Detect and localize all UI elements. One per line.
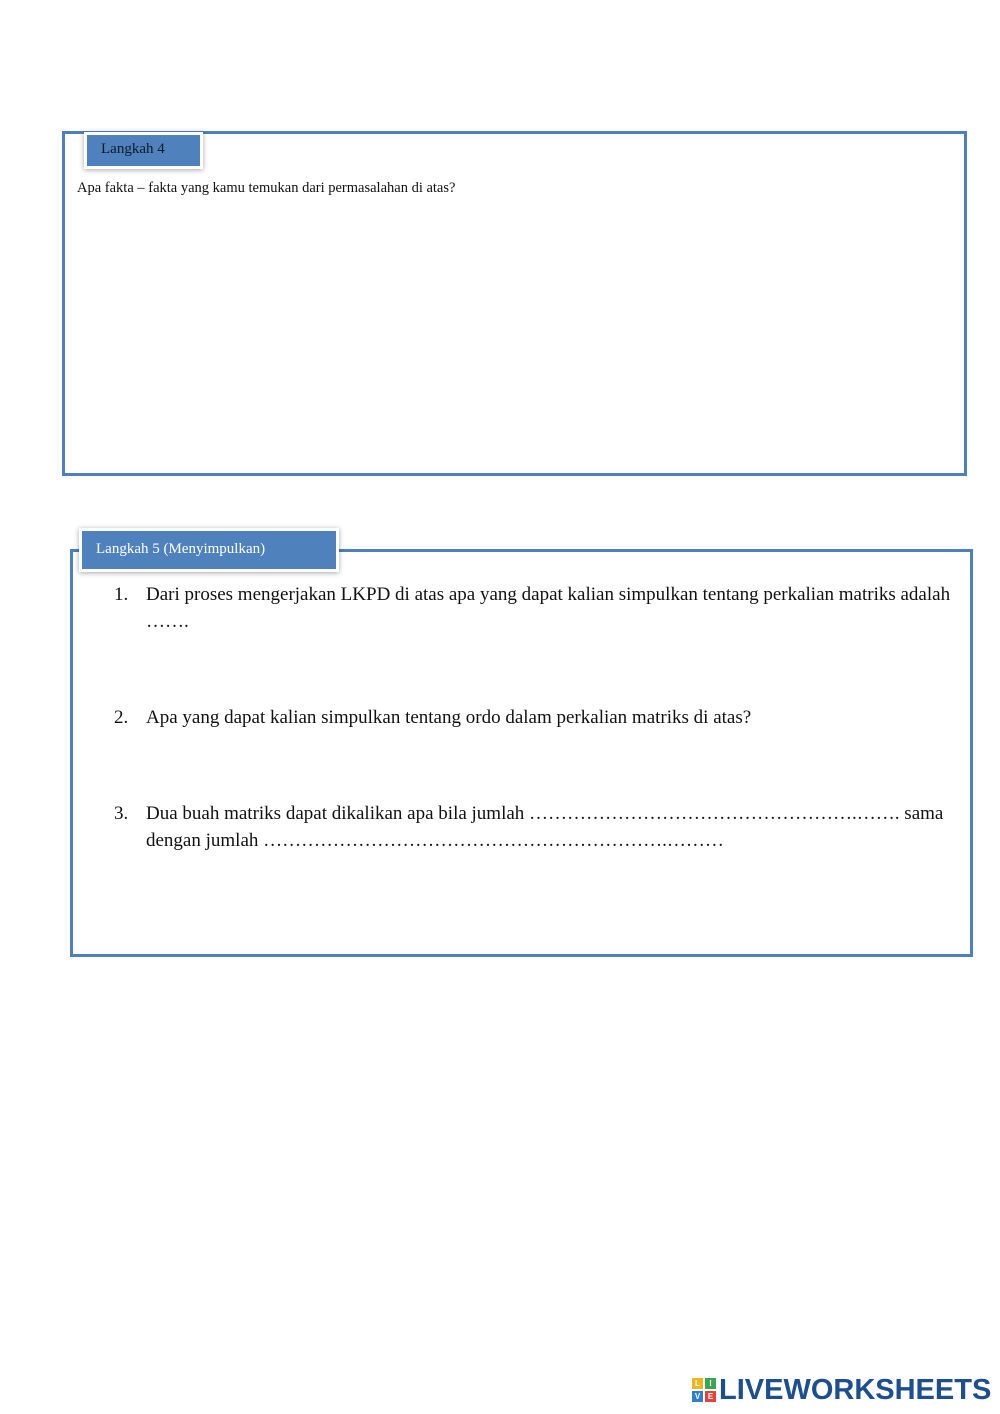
item-number: 1. xyxy=(114,584,129,605)
step-4-tab-label: Langkah 4 xyxy=(84,132,203,169)
step-5-tab-label: Langkah 5 (Menyimpulkan) xyxy=(79,528,339,572)
item-number: 3. xyxy=(114,803,129,824)
item-text: Dari proses mengerjakan LKPD di atas apa yang dapat kalian simpulkan tentang perkalian matriks adalah ……. xyxy=(146,584,951,632)
logo-letter-l: L xyxy=(692,1378,703,1389)
item-number: 2. xyxy=(114,707,129,728)
conclusion-item-1 xyxy=(114,581,954,635)
logo-text: LIVEWORKSHEETS xyxy=(719,1373,992,1406)
liveworksheets-logo xyxy=(692,1373,992,1406)
conclusion-item-2 xyxy=(114,704,954,731)
item-text: Dua buah matriks dapat dikalikan apa bila jumlah …………………………………………….……. sama dengan jumlah ……………………………………………………….……… xyxy=(146,803,944,851)
logo-letter-i: I xyxy=(705,1378,716,1389)
logo-letter-v: V xyxy=(692,1391,703,1402)
conclusion-item-3 xyxy=(114,800,954,854)
logo-letter-e: E xyxy=(705,1391,716,1402)
logo-grid-icon xyxy=(692,1378,716,1402)
step-4-question: Apa fakta – fakta yang kamu temukan dari permasalahan di atas? xyxy=(77,180,456,196)
item-text: Apa yang dapat kalian simpulkan tentang ordo dalam perkalian matriks di atas? xyxy=(146,707,752,728)
